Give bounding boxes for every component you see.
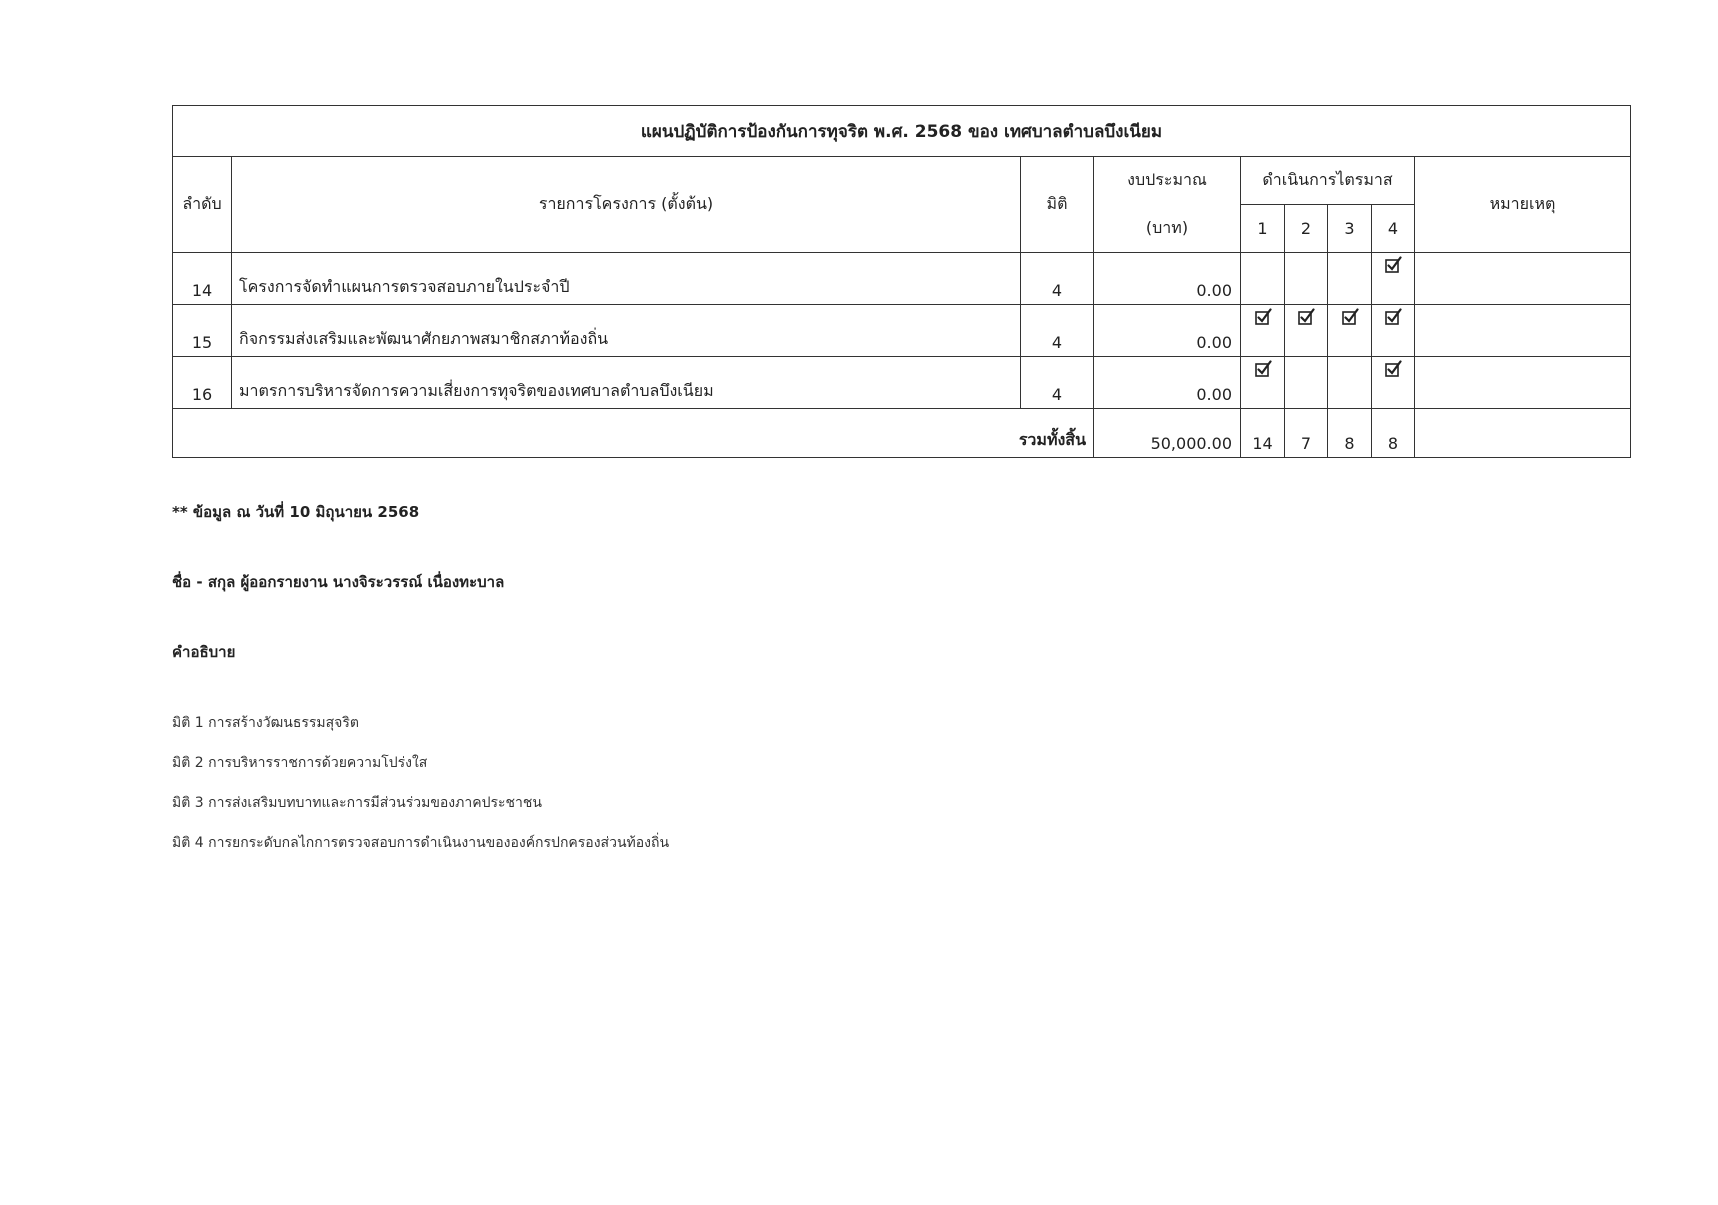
header-q1: 1 bbox=[1241, 205, 1285, 253]
total-q1: 14 bbox=[1241, 409, 1285, 458]
row-dimension: 4 bbox=[1021, 253, 1094, 305]
row-project: โครงการจัดทำแผนการตรวจสอบภายในประจำปี bbox=[232, 253, 1021, 305]
row-q3 bbox=[1328, 305, 1372, 357]
checked-box-icon bbox=[1254, 360, 1272, 378]
checked-box-icon bbox=[1384, 360, 1402, 378]
row-budget: 0.00 bbox=[1094, 357, 1241, 409]
row-order: 14 bbox=[173, 253, 232, 305]
table-row bbox=[173, 253, 1631, 305]
header-q3: 3 bbox=[1328, 205, 1372, 253]
legend-title: คำอธิบาย bbox=[172, 643, 236, 661]
row-project: มาตรการบริหารจัดการความเสี่ยงการทุจริตของเทศบาลตำบลบึงเนียม bbox=[232, 357, 1021, 409]
row-remark bbox=[1415, 253, 1631, 305]
checked-box-icon bbox=[1297, 308, 1315, 326]
row-order: 16 bbox=[173, 357, 232, 409]
total-budget: 50,000.00 bbox=[1094, 409, 1241, 458]
header-q2: 2 bbox=[1285, 205, 1328, 253]
checked-box-icon bbox=[1384, 256, 1402, 274]
header-budget-bottom: (บาท) bbox=[1094, 205, 1241, 253]
legend-item-dimension-3: มิติ 3 การส่งเสริมบทบาทและการมีส่วนร่วมของภาคประชาชน bbox=[172, 795, 542, 811]
row-q2 bbox=[1285, 253, 1328, 305]
row-q3 bbox=[1328, 253, 1372, 305]
row-dimension: 4 bbox=[1021, 357, 1094, 409]
row-project: กิจกรรมส่งเสริมและพัฒนาศักยภาพสมาชิกสภาท้องถิ่น bbox=[232, 305, 1021, 357]
row-q1 bbox=[1241, 305, 1285, 357]
row-q2 bbox=[1285, 357, 1328, 409]
row-q4 bbox=[1372, 305, 1415, 357]
row-q4 bbox=[1372, 253, 1415, 305]
reporter-note: ชื่อ - สกุล ผู้ออกรายงาน นางจิระวรรณ์ เนื่องทะบาล bbox=[172, 573, 505, 591]
data-date-note: ** ข้อมูล ณ วันที่ 10 มิถุนายน 2568 bbox=[172, 503, 420, 521]
table-row bbox=[173, 305, 1631, 357]
header-remark: หมายเหตุ bbox=[1415, 157, 1631, 253]
legend-item-dimension-4: มิติ 4 การยกระดับกลไกการตรวจสอบการดำเนินงานขององค์กรปกครองส่วนท้องถิ่น bbox=[172, 835, 670, 851]
row-q4 bbox=[1372, 357, 1415, 409]
legend-item-dimension-1: มิติ 1 การสร้างวัฒนธรรมสุจริต bbox=[172, 715, 359, 731]
checked-box-icon bbox=[1254, 308, 1272, 326]
header-quarter-group: ดำเนินการไตรมาส bbox=[1241, 157, 1415, 205]
row-dimension: 4 bbox=[1021, 305, 1094, 357]
total-q3: 8 bbox=[1328, 409, 1372, 458]
total-remark bbox=[1415, 409, 1631, 458]
checked-box-icon bbox=[1384, 308, 1402, 326]
total-row bbox=[173, 409, 1631, 458]
checked-box-icon bbox=[1341, 308, 1359, 326]
row-remark bbox=[1415, 305, 1631, 357]
row-budget: 0.00 bbox=[1094, 305, 1241, 357]
row-order: 15 bbox=[173, 305, 232, 357]
total-q4: 8 bbox=[1372, 409, 1415, 458]
header-order: ลำดับ bbox=[173, 157, 232, 253]
row-q1 bbox=[1241, 253, 1285, 305]
total-label: รวมทั้งสิ้น bbox=[173, 409, 1094, 458]
header-budget-top: งบประมาณ bbox=[1094, 157, 1241, 205]
row-remark bbox=[1415, 357, 1631, 409]
row-q3 bbox=[1328, 357, 1372, 409]
table-title: แผนปฏิบัติการป้องกันการทุจริต พ.ศ. 2568 ของ เทศบาลตำบลบึงเนียม bbox=[173, 106, 1631, 157]
total-q2: 7 bbox=[1285, 409, 1328, 458]
legend-item-dimension-2: มิติ 2 การบริหารราชการด้วยความโปร่งใส bbox=[172, 755, 428, 771]
row-q1 bbox=[1241, 357, 1285, 409]
header-q4: 4 bbox=[1372, 205, 1415, 253]
table-row bbox=[173, 357, 1631, 409]
header-project: รายการโครงการ (ตั้งต้น) bbox=[232, 157, 1021, 253]
row-budget: 0.00 bbox=[1094, 253, 1241, 305]
header-dimension: มิติ bbox=[1021, 157, 1094, 253]
anti-corruption-plan-table bbox=[172, 105, 1631, 458]
row-q2 bbox=[1285, 305, 1328, 357]
